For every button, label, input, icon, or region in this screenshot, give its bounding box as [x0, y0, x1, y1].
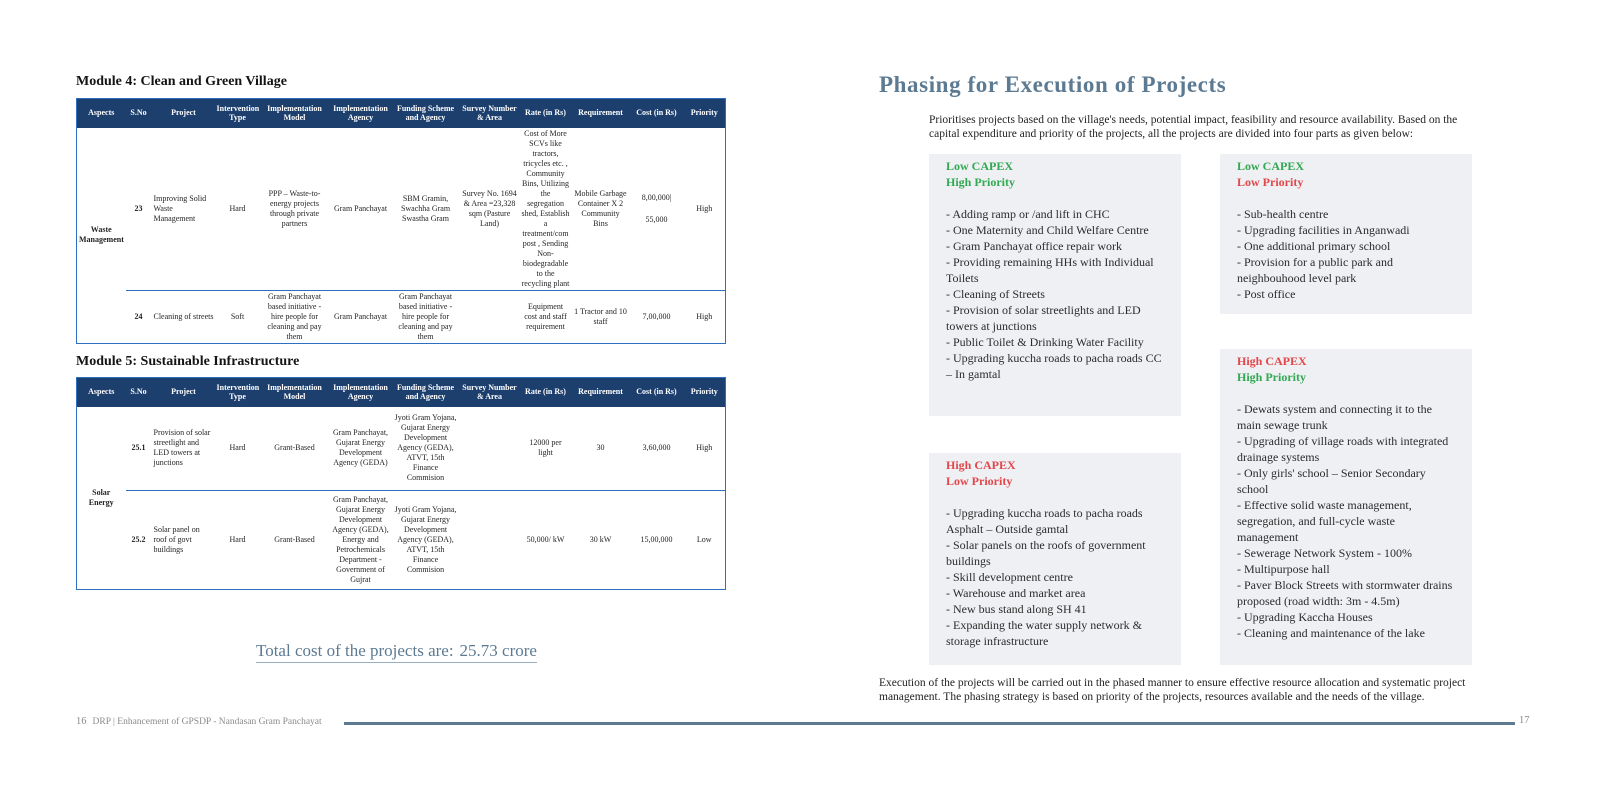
header-implementation-model: Implementation Model: [260, 99, 330, 128]
cost-value-primary: 8,00,000|: [641, 192, 672, 202]
total-cost-label: Total cost of the projects are:: [256, 641, 454, 660]
list-item: - Warehouse and market area: [946, 586, 1086, 600]
list-item: - Sub-health centre: [1237, 207, 1329, 221]
module-4-table: [76, 98, 726, 344]
list-item: - Paver Block Streets with stormwater drains proposed (road width: 3m - 4.5m): [1237, 578, 1453, 608]
project-list: [1237, 401, 1455, 641]
requirement-cell: 1 Tractor and 10 staff: [572, 290, 630, 343]
capex-label: High CAPEX: [1237, 354, 1307, 368]
list-item: - One additional primary school: [1237, 239, 1391, 253]
priority-cell: High: [684, 290, 726, 343]
low-capex-low-priority-box: [1220, 154, 1472, 314]
list-item: - Expanding the water supply network & storage infrastructure: [946, 618, 1142, 648]
project-list: [1237, 206, 1455, 302]
capex-label: High CAPEX: [946, 458, 1016, 472]
project-cell: Improving Solid Waste Management: [153, 193, 207, 223]
footer-text: DRP | Enhancement of GPSDP - Nandasan Gram Panchayat: [92, 717, 322, 727]
capex-label: Low CAPEX: [1237, 159, 1305, 173]
project-cell: Cleaning of streets: [152, 290, 216, 343]
agency-cell: Gram Panchayat, Gujarat Energy Development Agency (GEDA), Energy and Petrochemicals Department - Government of Gujrat: [330, 491, 392, 590]
header-implementation-agency: Implementation Agency: [330, 378, 392, 407]
list-item: - Cleaning of Streets: [946, 287, 1045, 301]
priority-label: High Priority: [946, 175, 1015, 189]
rate-cell: 50,000/ kW: [520, 491, 572, 590]
type-cell: Hard: [216, 491, 260, 590]
agency-cell: Gram Panchayat: [333, 203, 388, 213]
low-capex-high-priority-box: [929, 154, 1181, 416]
header-sno: S.No: [126, 99, 152, 128]
list-item: - Skill development centre: [946, 570, 1073, 584]
aspect-cell: Waste Management: [79, 225, 124, 244]
funding-cell: Jyoti Gram Yojana, Gujarat Energy Development Agency (GEDA), ATVT, 15th Finance Commision: [394, 413, 457, 483]
list-item: - Provision of solar streetlights and LED towers at junctions: [946, 303, 1141, 333]
project-cell: Solar panel on roof of govt buildings: [152, 491, 216, 590]
footer-left: [76, 716, 322, 727]
sno-cell: 23: [134, 203, 143, 213]
list-item: - Post office: [1237, 287, 1296, 301]
survey-cell: Survey No. 1694 & Area =23,328 sqm (Pasture Land): [462, 188, 517, 228]
header-survey-number: Survey Number & Area: [460, 99, 520, 128]
project-cell: Provision of solar streetlight and LED towers at junctions: [153, 428, 211, 468]
list-item: - Upgrading facilities in Anganwadi: [1237, 223, 1410, 237]
rate-cell: Cost of More SCVs like tractors, tricycles etc. , Community Bins, Utilizing the segregation shed, Establish a treatment/com post , Sending Non-biodegradable to the recycling plant: [521, 128, 570, 288]
table-row: [77, 407, 726, 491]
page-title: Phasing for Execution of Projects: [879, 72, 1227, 97]
header-funding-scheme: Funding Scheme and Agency: [392, 378, 460, 407]
model-cell: Gram Panchayat based initiative - hire people for cleaning and pay them: [260, 290, 330, 343]
list-item: - Providing remaining HHs with Individual Toilets: [946, 255, 1154, 285]
table-header-row: [77, 99, 726, 128]
project-list: [946, 505, 1164, 649]
aspect-cell: Solar Energy: [88, 487, 114, 507]
cost-value-secondary: 55,000: [645, 214, 668, 224]
header-implementation-model: Implementation Model: [260, 378, 330, 407]
page-number-right: 17: [1519, 715, 1530, 726]
survey-cell: [460, 290, 520, 343]
header-implementation-agency: Implementation Agency: [330, 99, 392, 128]
table-row: [77, 128, 726, 291]
list-item: - Gram Panchayat office repair work: [946, 239, 1123, 253]
header-aspects: Aspects: [77, 99, 126, 128]
header-priority: Priority: [684, 99, 726, 128]
list-item: - Multipurpose hall: [1237, 562, 1330, 576]
header-requirement: Requirement: [572, 99, 630, 128]
header-project: Project: [152, 99, 216, 128]
header-funding-scheme: Funding Scheme and Agency: [392, 99, 460, 128]
priority-cell: High: [696, 203, 713, 213]
agency-cell: Gram Panchayat: [330, 290, 392, 343]
header-rate: Rate (in Rs): [520, 378, 572, 407]
cost-cell: [630, 128, 684, 291]
high-capex-high-priority-box: [1220, 349, 1472, 665]
priority-cell: Low: [684, 491, 726, 590]
list-item: - One Maternity and Child Welfare Centre: [946, 223, 1149, 237]
outro-paragraph: Execution of the projects will be carried out in the phased manner to ensure effective resource allocation and systematic project management. The phasing strategy is based on priority of the projects, resources available and the needs of the village.: [879, 677, 1466, 703]
header-intervention-type: Intervention Type: [216, 99, 260, 128]
table-row: [77, 491, 726, 590]
list-item: - Adding ramp or /and lift in CHC: [946, 207, 1110, 221]
funding-cell: SBM Gramin, Swachha Gram Swastha Gram: [400, 193, 451, 223]
list-item: - Upgrading Kaccha Houses: [1237, 610, 1373, 624]
type-cell: Hard: [229, 203, 246, 213]
header-sno: S.No: [126, 378, 152, 407]
header-rate: Rate (in Rs): [520, 99, 572, 128]
list-item: - Only girls' school – Senior Secondary school: [1237, 466, 1426, 496]
sno-cell: 25.2: [126, 491, 152, 590]
sno-cell: 24: [126, 290, 152, 343]
module-4-title: Module 4: Clean and Green Village: [76, 74, 287, 89]
type-cell: Soft: [216, 290, 260, 343]
model-cell: Grant-Based: [274, 443, 315, 453]
header-project: Project: [152, 378, 216, 407]
rate-cell: 12000 per light: [529, 438, 562, 458]
agency-cell: Gram Panchayat, Gujarat Energy Development Agency (GEDA): [332, 428, 389, 468]
funding-cell: Jyoti Gram Yojana, Gujarat Energy Development Agency (GEDA), ATVT, 15th Finance Commision: [392, 491, 460, 590]
module-5-title: Module 5: Sustainable Infrastructure: [76, 354, 300, 369]
footer-divider: [344, 722, 1515, 725]
model-cell: Grant-Based: [260, 491, 330, 590]
header-aspects: Aspects: [77, 378, 126, 407]
rate-cell: Equipment cost and staff requirement: [520, 290, 572, 343]
list-item: - Upgrading kuccha roads to pacha roads Asphalt – Outside gamtal: [946, 506, 1143, 536]
list-item: - Sewerage Network System - 100%: [1237, 546, 1412, 560]
list-item: - Dewats system and connecting it to the main sewage trunk: [1237, 402, 1432, 432]
table-row: [77, 290, 726, 343]
total-cost: [256, 641, 537, 663]
list-item: - Solar panels on the roofs of government buildings: [946, 538, 1146, 568]
priority-label: Low Priority: [946, 474, 1013, 488]
list-item: - Cleaning and maintenance of the lake: [1237, 626, 1425, 640]
list-item: - Upgrading of village roads with integrated drainage systems: [1237, 434, 1449, 464]
project-list: [946, 206, 1164, 382]
header-survey-number: Survey Number & Area: [460, 378, 520, 407]
total-cost-value: 25.73 crore: [459, 641, 537, 660]
header-cost: Cost (in Rs): [630, 378, 684, 407]
model-cell: PPP – Waste-to-energy projects through private partners: [268, 188, 321, 228]
header-intervention-type: Intervention Type: [216, 378, 260, 407]
module-5-table: [76, 377, 726, 590]
header-cost: Cost (in Rs): [630, 99, 684, 128]
sno-cell: 25.1: [131, 443, 146, 453]
survey-cell: [460, 407, 520, 491]
header-priority: Priority: [684, 378, 726, 407]
list-item: - Public Toilet & Drinking Water Facility: [946, 335, 1144, 349]
high-capex-low-priority-box: [929, 453, 1181, 665]
cost-cell: 7,00,000: [630, 290, 684, 343]
intro-paragraph: Prioritises projects based on the village's needs, potential impact, feasibility and resource availability. Based on the capital expenditure and priority of the projects, all the projects are divided into four parts as given below:: [929, 114, 1458, 140]
type-cell: Hard: [229, 443, 246, 453]
list-item: - Provision for a public park and neighbouhood level park: [1237, 255, 1393, 285]
list-item: - Effective solid waste management, segregation, and full-cycle waste management: [1237, 498, 1412, 544]
cost-cell: 3,60,000: [642, 443, 671, 453]
survey-cell: [460, 491, 520, 590]
capex-label: Low CAPEX: [946, 159, 1014, 173]
requirement-cell: 30: [596, 443, 605, 453]
list-item: - New bus stand along SH 41: [946, 602, 1087, 616]
requirement-cell: Mobile Garbage Container X 2 Community Bins: [574, 188, 627, 228]
cost-cell: 15,00,000: [630, 491, 684, 590]
priority-label: Low Priority: [1237, 175, 1304, 189]
requirement-cell: 30 kW: [572, 491, 630, 590]
funding-cell: Gram Panchayat based initiative - hire people for cleaning and pay them: [392, 290, 460, 343]
priority-cell: High: [696, 443, 713, 453]
page-number-left: 16: [76, 716, 87, 727]
table-header-row: [77, 378, 726, 407]
header-requirement: Requirement: [572, 378, 630, 407]
priority-label: High Priority: [1237, 370, 1306, 384]
list-item: - Upgrading kuccha roads to pacha roads CC – In gamtal: [946, 351, 1162, 381]
